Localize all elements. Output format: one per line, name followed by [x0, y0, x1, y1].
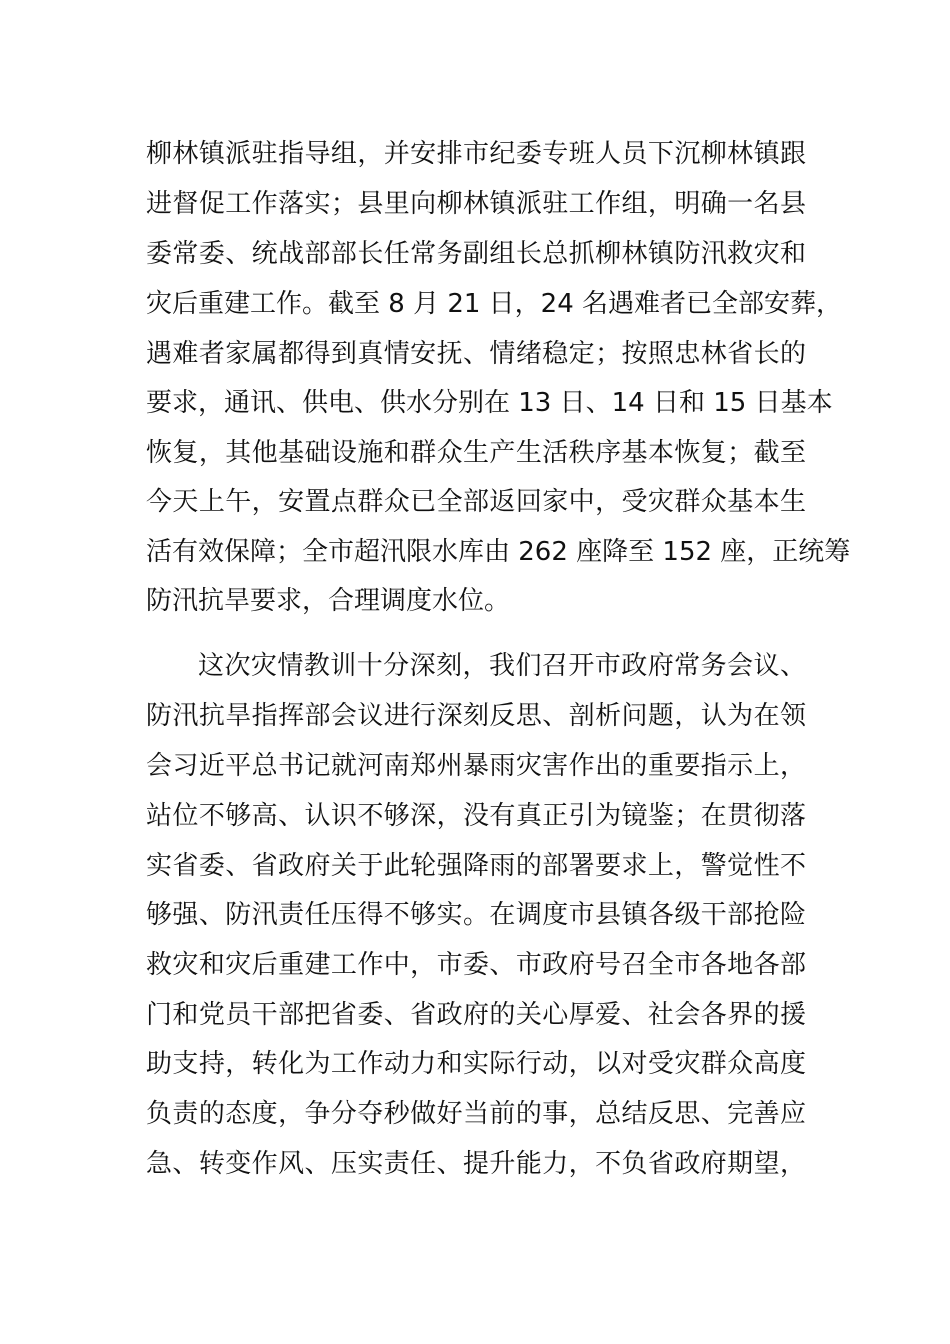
paragraph-1-line-6: 要求，通讯、供电、供水分别在 13 日、14 日和 15 日基本 [146, 388, 833, 418]
paragraph-2-line-4: 站位不够高、认识不够深，没有真正引为镜鉴；在贯彻落 [146, 801, 806, 831]
paragraph-2-line-7: 救灾和灾后重建工作中，市委、市政府号召全市各地各部 [146, 950, 806, 980]
paragraph-2-line-2: 防汛抗旱指挥部会议进行深刻反思、剖析问题，认为在领 [146, 701, 806, 731]
paragraph-1-line-8: 今天上午，安置点群众已全部返回家中，受灾群众基本生 [146, 487, 806, 517]
paragraph-1-line-10: 防汛抗旱要求，合理调度水位。 [146, 586, 511, 616]
paragraph-2-line-5: 实省委、省政府关于此轮强降雨的部署要求上，警觉性不 [146, 851, 806, 881]
paragraph-1-line-1: 柳林镇派驻指导组，并安排市纪委专班人员下沉柳林镇跟 [146, 139, 806, 169]
paragraph-2-line-8: 门和党员干部把省委、省政府的关心厚爱、社会各界的援 [146, 1000, 806, 1030]
paragraph-2-line-6: 够强、防汛责任压得不够实。在调度市县镇各级干部抢险 [146, 900, 806, 930]
paragraph-2-line-3: 会习近平总书记就河南郑州暴雨灾害作出的重要指示上， [146, 751, 806, 781]
paragraph-1-line-9: 活有效保障；全市超汛限水库由 262 座降至 152 座，正统筹 [146, 537, 851, 567]
paragraph-1-line-2: 进督促工作落实；县里向柳林镇派驻工作组，明确一名县 [146, 189, 806, 219]
paragraph-1-line-4: 灾后重建工作。截至 8 月 21 日，24 名遇难者已全部安葬， [146, 289, 843, 319]
paragraph-1-line-5: 遇难者家属都得到真情安抚、情绪稳定；按照忠林省长的 [146, 339, 806, 369]
paragraph-2-line-10: 负责的态度，争分夺秒做好当前的事，总结反思、完善应 [146, 1099, 806, 1129]
paragraph-1-line-3: 委常委、统战部部长任常务副组长总抓柳林镇防汛救灾和 [146, 239, 806, 269]
paragraph-1-line-7: 恢复，其他基础设施和群众生产生活秩序基本恢复；截至 [146, 438, 806, 468]
paragraph-2-line-1: 这次灾情教训十分深刻，我们召开市政府常务会议、 [198, 651, 806, 681]
paragraph-2-line-11: 急、转变作风、压实责任、提升能力，不负省政府期望， [146, 1149, 806, 1179]
paragraph-2-line-9: 助支持，转化为工作动力和实际行动，以对受灾群众高度 [146, 1049, 806, 1079]
